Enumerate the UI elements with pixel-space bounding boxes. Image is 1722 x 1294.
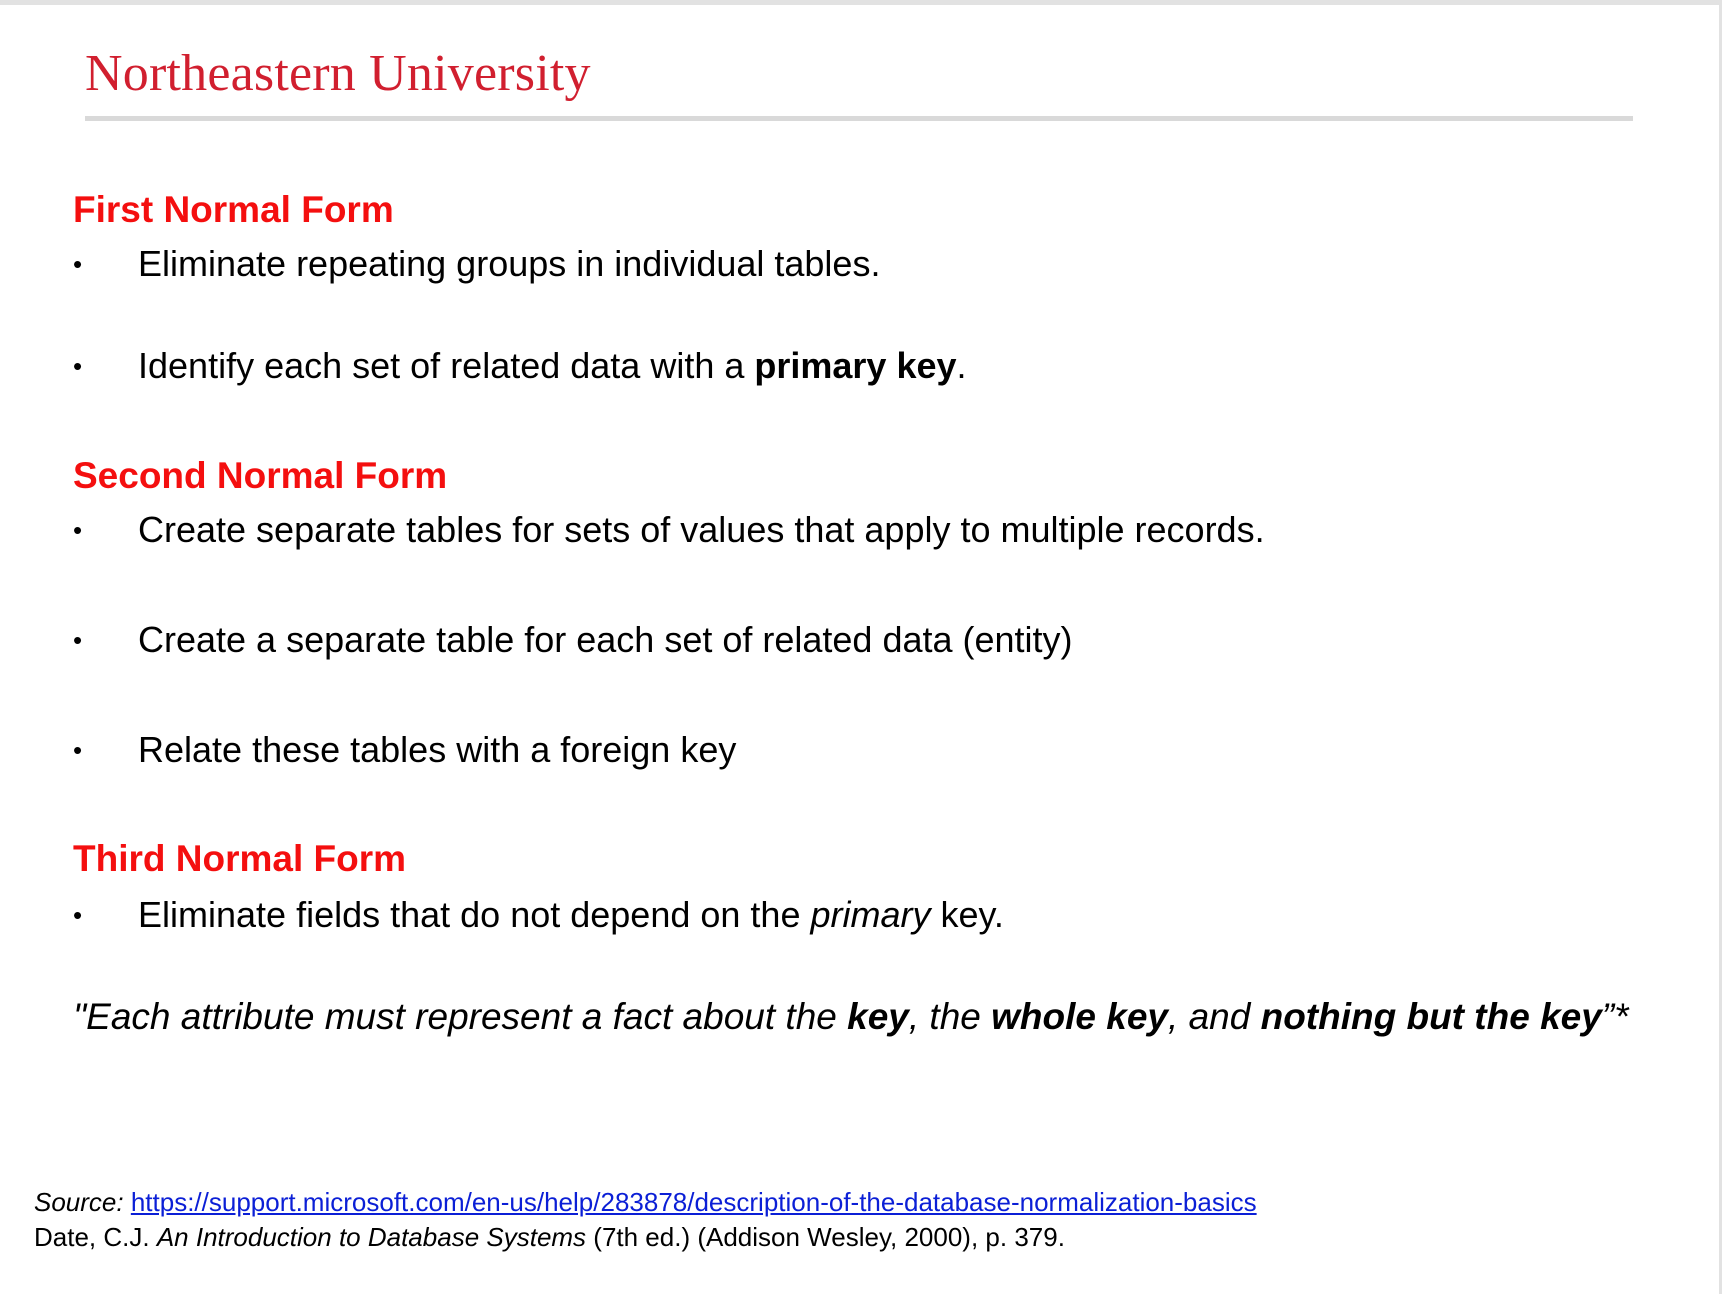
heading-second-normal-form: Second Normal Form xyxy=(73,455,448,496)
bullet-icon: • xyxy=(73,351,83,381)
heading-third-normal-form: Third Normal Form xyxy=(73,838,407,879)
bullet-icon: • xyxy=(73,735,83,765)
university-wordmark: Northeastern University xyxy=(85,45,591,102)
bullet-text: Eliminate repeating groups in individual tables. xyxy=(138,243,881,284)
bullet-text: Create a separate table for each set of related data (entity) xyxy=(138,619,1073,660)
bullet-text: Create separate tables for sets of values that apply to multiple records. xyxy=(138,509,1265,550)
source-citation xyxy=(34,1185,1257,1255)
source-label: Source: xyxy=(34,1187,131,1217)
bullet-text: Relate these tables with a foreign key xyxy=(138,729,737,770)
normalization-quote: "Each attribute must represent a fact about the key, the whole key, and nothing but the key”* xyxy=(73,996,1629,1037)
source-link[interactable]: https://support.microsoft.com/en-us/help/283878/description-of-the-database-normalization-basics xyxy=(130,1187,1257,1217)
citation-line: Date, C.J. An Introduction to Database Systems (7th ed.) (Addison Wesley, 2000), p. 379. xyxy=(34,1222,1065,1252)
header-divider xyxy=(85,116,1633,121)
heading-first-normal-form: First Normal Form xyxy=(73,189,394,230)
emphasis-primary: primary xyxy=(810,894,931,935)
bullet-icon: • xyxy=(73,515,83,545)
book-title: An Introduction to Database Systems xyxy=(156,1222,587,1252)
bullet-text: Identify each set of related data with a primary key. xyxy=(138,345,967,386)
emphasis-primary-key: primary key xyxy=(754,345,957,386)
bullet-icon: • xyxy=(73,249,83,279)
bullet-icon: • xyxy=(73,900,83,930)
bullet-icon: • xyxy=(73,625,83,655)
bullet-text: Eliminate fields that do not depend on the primary key. xyxy=(138,894,1004,935)
source-line xyxy=(34,1185,1257,1220)
window-top-border xyxy=(0,0,1722,5)
